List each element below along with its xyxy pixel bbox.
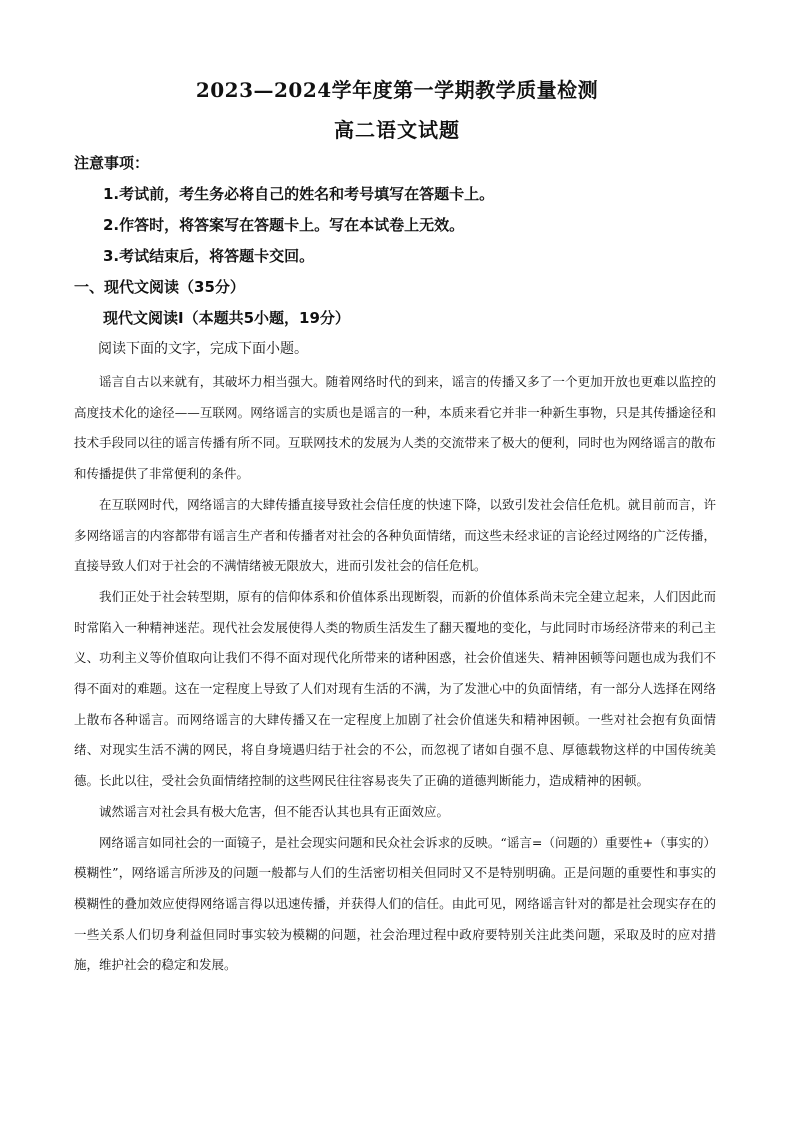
passage-paragraph-1: 谣言自古以来就有，其破坏力相当强大。随着网络时代的到来，谣言的传播又多了一个更加开放也更难以监控的高度技术化的途径——互联网。网络谣言的实质也是谣言的一种，本质来看它并非一种新生事物，只是其传播途径和技术手段同以往的谣言传播有所不同。互联网技术的发展为人类的交流带来了极大的便利，同时也为网络谣言的散布和传播提供了非常便利的条件。 — [74, 374, 716, 482]
note-item-2: 2.作答时，将答案写在答题卡上。写在本试卷上无效。 — [103, 216, 465, 234]
reading-instruction: 阅读下面的文字，完成下面小题。 — [98, 341, 308, 357]
passage-paragraph-2: 在互联网时代，网络谣言的大肆传播直接导致社会信任度的快速下降，以致引发社会信任危机。就目前而言，许多网络谣言的内容都带有谣言生产者和传播者对社会的各种负面情绪，而这些未经求证的言论经过网络的广泛传播，直接导致人们对于社会的不满情绪被无限放大，进而引发社会的信任危机。 — [74, 496, 716, 574]
exam-title: 2023—2024学年度第一学期教学质量检测 — [195, 78, 599, 102]
reading-passage — [74, 367, 716, 981]
passage-paragraph-3: 我们正处于社会转型期，原有的信仰体系和价值体系出现断裂，而新的价值体系尚未完全建立起来，人们因此而时常陷入一种精神迷茫。现代社会发展使得人类的物质生活发生了翻天覆地的变化，与此同时市场经济带来的利己主义、功利主义等价值取向让我们不得不面对现代化所带来的诸种困惑，社会价值迷失、精神困顿等问题也成为我们不得不面对的难题。这在一定程度上导致了人们对现有生活的不满，为了发泄心中的负面情绪，有一部分人选择在网络上散布各种谣言。而网络谣言的大肆传播又在一定程度上加剧了社会价值迷失和精神困顿。一些对社会抱有负面情绪、对现实生活不满的网民，将自身境遇归结于社会的不公，而忽视了诸如自强不息、厚德载物这样的中国传统美德。长此以往，受社会负面情绪控制的这些网民往往容易丧失了正确的道德判断能力，造成精神的困顿。 — [74, 588, 716, 789]
note-item-3: 3.考试结束后，将答题卡交回。 — [103, 247, 315, 265]
passage-paragraph-4: 诚然谣言对社会具有极大危害，但不能否认其也具有正面效应。 — [99, 803, 450, 819]
passage-paragraph-5: 网络谣言如同社会的一面镜子，是社会现实问题和民众社会诉求的反映。“谣言=（问题的）重要性+（事实的）模糊性”，网络谣言所涉及的问题一般都与人们的生活密切相关但同时又不是特别明确。正是问题的重要性和事实的模糊性的叠加效应使得网络谣言得以迅速传播，并获得人们的信任。由此可见，网络谣言针对的都是社会现实存在的一些关系人们切身利益但同时事实较为模糊的问题，社会治理过程中政府要特别关注此类问题，采取及时的应对措施，维护社会的稳定和发展。 — [74, 834, 716, 973]
note-item-1: 1.考试前，考生务必将自己的姓名和考号填写在答题卡上。 — [103, 185, 495, 203]
section-subtitle: 现代文阅读Ⅰ（本题共5小题，19分） — [103, 309, 350, 327]
notes-heading: 注意事项： — [74, 154, 150, 172]
section-title: 一、现代文阅读（35分） — [74, 278, 245, 296]
exam-subtitle: 高二语文试题 — [334, 118, 460, 142]
